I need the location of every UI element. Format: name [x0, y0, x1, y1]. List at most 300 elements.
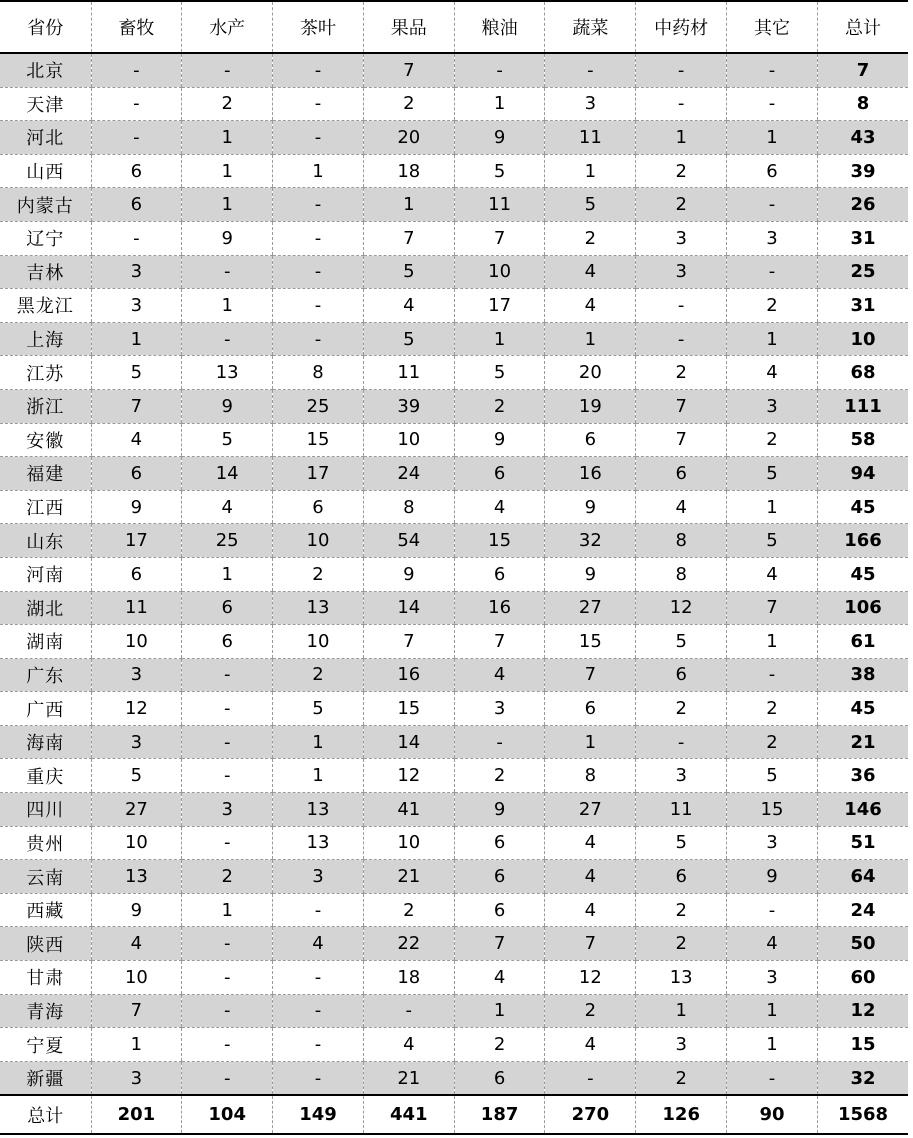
grain-oil-cell: 4: [454, 490, 545, 524]
header-aquatic: 水产: [182, 1, 273, 53]
province-cell: 吉林: [0, 255, 91, 289]
table-row: [0, 389, 908, 423]
vegetable-cell: 6: [545, 423, 636, 457]
livestock-cell: 10: [91, 961, 182, 995]
herbal-cell: 2: [636, 1061, 727, 1095]
fruit-cell: 21: [363, 860, 454, 894]
tea-cell: 5: [273, 692, 364, 726]
aquatic-cell: 3: [182, 793, 273, 827]
fruit-cell: 54: [363, 524, 454, 558]
fruit-cell: 10: [363, 826, 454, 860]
table-row: [0, 961, 908, 995]
province-cell: 宁夏: [0, 1028, 91, 1062]
grain-oil-cell: 4: [454, 961, 545, 995]
row-total-cell: 58: [817, 423, 908, 457]
table-row: [0, 221, 908, 255]
herbal-cell: 2: [636, 692, 727, 726]
table-row: [0, 759, 908, 793]
header-grain-oil: 粮油: [454, 1, 545, 53]
vegetable-cell: 4: [545, 1028, 636, 1062]
province-cell: 甘肃: [0, 961, 91, 995]
herbal-cell: 5: [636, 625, 727, 659]
grain-oil-cell: 5: [454, 154, 545, 188]
aquatic-cell: -: [182, 1061, 273, 1095]
grain-oil-cell: 9: [454, 423, 545, 457]
table-row: [0, 557, 908, 591]
aquatic-cell: -: [182, 53, 273, 87]
grain-oil-cell: 6: [454, 557, 545, 591]
vegetable-cell: 1: [545, 154, 636, 188]
fruit-cell: 2: [363, 893, 454, 927]
livestock-cell: 5: [91, 759, 182, 793]
livestock-cell: 13: [91, 860, 182, 894]
vegetable-cell: 4: [545, 893, 636, 927]
other-cell: 4: [727, 557, 818, 591]
livestock-cell: -: [91, 121, 182, 155]
footer-grain-oil-total: 187: [454, 1095, 545, 1134]
livestock-cell: 4: [91, 423, 182, 457]
vegetable-cell: 9: [545, 490, 636, 524]
table-row: [0, 356, 908, 390]
row-total-cell: 24: [817, 893, 908, 927]
livestock-cell: 4: [91, 927, 182, 961]
herbal-cell: 8: [636, 524, 727, 558]
livestock-cell: 9: [91, 490, 182, 524]
vegetable-cell: 7: [545, 658, 636, 692]
vegetable-cell: 1: [545, 322, 636, 356]
total-row: [0, 1095, 908, 1134]
other-cell: 5: [727, 457, 818, 491]
vegetable-cell: 19: [545, 389, 636, 423]
herbal-cell: 7: [636, 389, 727, 423]
row-total-cell: 36: [817, 759, 908, 793]
footer-fruit-total: 441: [363, 1095, 454, 1134]
tea-cell: -: [273, 322, 364, 356]
aquatic-cell: -: [182, 322, 273, 356]
livestock-cell: 3: [91, 1061, 182, 1095]
tea-cell: -: [273, 994, 364, 1028]
header-row: [0, 1, 908, 53]
row-total-cell: 166: [817, 524, 908, 558]
vegetable-cell: 8: [545, 759, 636, 793]
grain-oil-cell: 9: [454, 121, 545, 155]
grain-oil-cell: 7: [454, 927, 545, 961]
grain-oil-cell: 5: [454, 356, 545, 390]
vegetable-cell: -: [545, 53, 636, 87]
row-total-cell: 7: [817, 53, 908, 87]
header-vegetable: 蔬菜: [545, 1, 636, 53]
aquatic-cell: 1: [182, 188, 273, 222]
aquatic-cell: -: [182, 255, 273, 289]
other-cell: 2: [727, 725, 818, 759]
fruit-cell: 24: [363, 457, 454, 491]
province-cell: 广东: [0, 658, 91, 692]
table-row: [0, 423, 908, 457]
herbal-cell: 6: [636, 457, 727, 491]
vegetable-cell: 4: [545, 826, 636, 860]
fruit-cell: 15: [363, 692, 454, 726]
row-total-cell: 111: [817, 389, 908, 423]
row-total-cell: 38: [817, 658, 908, 692]
herbal-cell: 11: [636, 793, 727, 827]
footer-other-total: 90: [727, 1095, 818, 1134]
herbal-cell: 7: [636, 423, 727, 457]
province-cell: 上海: [0, 322, 91, 356]
herbal-cell: 2: [636, 927, 727, 961]
province-cell: 重庆: [0, 759, 91, 793]
fruit-cell: 41: [363, 793, 454, 827]
herbal-cell: -: [636, 87, 727, 121]
table-row: [0, 457, 908, 491]
vegetable-cell: 4: [545, 860, 636, 894]
table-row: [0, 591, 908, 625]
fruit-cell: 8: [363, 490, 454, 524]
vegetable-cell: 16: [545, 457, 636, 491]
herbal-cell: 4: [636, 490, 727, 524]
other-cell: 2: [727, 423, 818, 457]
grain-oil-cell: 9: [454, 793, 545, 827]
row-total-cell: 50: [817, 927, 908, 961]
table-row: [0, 524, 908, 558]
row-total-cell: 146: [817, 793, 908, 827]
herbal-cell: 6: [636, 658, 727, 692]
tea-cell: 15: [273, 423, 364, 457]
header-livestock: 畜牧: [91, 1, 182, 53]
fruit-cell: 5: [363, 322, 454, 356]
header-fruit: 果品: [363, 1, 454, 53]
livestock-cell: 27: [91, 793, 182, 827]
livestock-cell: 10: [91, 826, 182, 860]
aquatic-cell: 1: [182, 121, 273, 155]
tea-cell: -: [273, 121, 364, 155]
livestock-cell: 12: [91, 692, 182, 726]
fruit-cell: 1: [363, 188, 454, 222]
row-total-cell: 45: [817, 557, 908, 591]
row-total-cell: 61: [817, 625, 908, 659]
row-total-cell: 39: [817, 154, 908, 188]
aquatic-cell: 14: [182, 457, 273, 491]
aquatic-cell: 9: [182, 221, 273, 255]
grain-oil-cell: 2: [454, 1028, 545, 1062]
vegetable-cell: -: [545, 1061, 636, 1095]
province-cell: 山东: [0, 524, 91, 558]
table-row: [0, 322, 908, 356]
tea-cell: 3: [273, 860, 364, 894]
fruit-cell: 2: [363, 87, 454, 121]
vegetable-cell: 3: [545, 87, 636, 121]
row-total-cell: 68: [817, 356, 908, 390]
aquatic-cell: 1: [182, 557, 273, 591]
herbal-cell: 5: [636, 826, 727, 860]
tea-cell: 1: [273, 759, 364, 793]
herbal-cell: 8: [636, 557, 727, 591]
fruit-cell: 9: [363, 557, 454, 591]
herbal-cell: 3: [636, 221, 727, 255]
table-row: [0, 289, 908, 323]
vegetable-cell: 5: [545, 188, 636, 222]
other-cell: -: [727, 53, 818, 87]
province-cell: 海南: [0, 725, 91, 759]
vegetable-cell: 32: [545, 524, 636, 558]
vegetable-cell: 2: [545, 221, 636, 255]
table-row: [0, 860, 908, 894]
other-cell: -: [727, 87, 818, 121]
herbal-cell: 3: [636, 759, 727, 793]
row-total-cell: 43: [817, 121, 908, 155]
vegetable-cell: 11: [545, 121, 636, 155]
row-total-cell: 64: [817, 860, 908, 894]
herbal-cell: 2: [636, 154, 727, 188]
row-total-cell: 32: [817, 1061, 908, 1095]
row-total-cell: 31: [817, 289, 908, 323]
other-cell: 1: [727, 994, 818, 1028]
other-cell: 1: [727, 625, 818, 659]
herbal-cell: 2: [636, 356, 727, 390]
province-cell: 新疆: [0, 1061, 91, 1095]
province-cell: 湖南: [0, 625, 91, 659]
row-total-cell: 31: [817, 221, 908, 255]
province-cell: 云南: [0, 860, 91, 894]
aquatic-cell: 2: [182, 87, 273, 121]
footer-livestock-total: 201: [91, 1095, 182, 1134]
other-cell: 7: [727, 591, 818, 625]
province-cell: 江苏: [0, 356, 91, 390]
footer-label: 总计: [0, 1095, 91, 1134]
table-header: [0, 1, 908, 53]
tea-cell: -: [273, 87, 364, 121]
herbal-cell: 3: [636, 1028, 727, 1062]
aquatic-cell: -: [182, 725, 273, 759]
table-row: [0, 927, 908, 961]
other-cell: -: [727, 1061, 818, 1095]
vegetable-cell: 15: [545, 625, 636, 659]
header-province: 省份: [0, 1, 91, 53]
tea-cell: 17: [273, 457, 364, 491]
table-row: [0, 255, 908, 289]
grain-oil-cell: 7: [454, 625, 545, 659]
herbal-cell: 1: [636, 994, 727, 1028]
other-cell: 2: [727, 289, 818, 323]
table-row: [0, 692, 908, 726]
aquatic-cell: 1: [182, 154, 273, 188]
livestock-cell: 3: [91, 725, 182, 759]
other-cell: 3: [727, 221, 818, 255]
herbal-cell: 3: [636, 255, 727, 289]
other-cell: 3: [727, 961, 818, 995]
fruit-cell: 18: [363, 154, 454, 188]
vegetable-cell: 4: [545, 289, 636, 323]
tea-cell: -: [273, 221, 364, 255]
livestock-cell: 11: [91, 591, 182, 625]
other-cell: 15: [727, 793, 818, 827]
fruit-cell: 20: [363, 121, 454, 155]
header-herbal: 中药材: [636, 1, 727, 53]
tea-cell: -: [273, 289, 364, 323]
province-cell: 福建: [0, 457, 91, 491]
other-cell: 4: [727, 356, 818, 390]
aquatic-cell: 13: [182, 356, 273, 390]
livestock-cell: 6: [91, 457, 182, 491]
other-cell: -: [727, 658, 818, 692]
herbal-cell: -: [636, 725, 727, 759]
table-row: [0, 188, 908, 222]
table-row: [0, 826, 908, 860]
livestock-cell: -: [91, 87, 182, 121]
other-cell: -: [727, 188, 818, 222]
other-cell: 1: [727, 322, 818, 356]
grain-oil-cell: 10: [454, 255, 545, 289]
aquatic-cell: 25: [182, 524, 273, 558]
livestock-cell: 10: [91, 625, 182, 659]
grain-oil-cell: 6: [454, 860, 545, 894]
row-total-cell: 15: [817, 1028, 908, 1062]
aquatic-cell: -: [182, 927, 273, 961]
province-cell: 西藏: [0, 893, 91, 927]
aquatic-cell: 1: [182, 893, 273, 927]
province-cell: 青海: [0, 994, 91, 1028]
row-total-cell: 45: [817, 490, 908, 524]
grain-oil-cell: 2: [454, 759, 545, 793]
fruit-cell: 7: [363, 53, 454, 87]
grain-oil-cell: 1: [454, 322, 545, 356]
fruit-cell: 39: [363, 389, 454, 423]
row-total-cell: 25: [817, 255, 908, 289]
other-cell: 5: [727, 759, 818, 793]
livestock-cell: 17: [91, 524, 182, 558]
grain-oil-cell: 6: [454, 1061, 545, 1095]
row-total-cell: 45: [817, 692, 908, 726]
tea-cell: -: [273, 53, 364, 87]
grain-oil-cell: 1: [454, 87, 545, 121]
other-cell: 4: [727, 927, 818, 961]
aquatic-cell: 5: [182, 423, 273, 457]
grain-oil-cell: 6: [454, 893, 545, 927]
province-cell: 安徽: [0, 423, 91, 457]
aquatic-cell: 1: [182, 289, 273, 323]
other-cell: 1: [727, 490, 818, 524]
herbal-cell: 6: [636, 860, 727, 894]
fruit-cell: -: [363, 994, 454, 1028]
table-row: [0, 1028, 908, 1062]
table-row: [0, 87, 908, 121]
row-total-cell: 26: [817, 188, 908, 222]
fruit-cell: 14: [363, 591, 454, 625]
aquatic-cell: 4: [182, 490, 273, 524]
tea-cell: -: [273, 893, 364, 927]
livestock-cell: -: [91, 221, 182, 255]
table-row: [0, 994, 908, 1028]
vegetable-cell: 2: [545, 994, 636, 1028]
aquatic-cell: 6: [182, 591, 273, 625]
grain-oil-cell: 11: [454, 188, 545, 222]
livestock-cell: 6: [91, 557, 182, 591]
table-row: [0, 1061, 908, 1095]
tea-cell: -: [273, 255, 364, 289]
livestock-cell: 3: [91, 289, 182, 323]
row-total-cell: 8: [817, 87, 908, 121]
province-cell: 河北: [0, 121, 91, 155]
fruit-cell: 7: [363, 625, 454, 659]
grain-oil-cell: 2: [454, 389, 545, 423]
fruit-cell: 4: [363, 1028, 454, 1062]
province-cell: 黑龙江: [0, 289, 91, 323]
province-cell: 天津: [0, 87, 91, 121]
province-cell: 广西: [0, 692, 91, 726]
province-cell: 江西: [0, 490, 91, 524]
vegetable-cell: 9: [545, 557, 636, 591]
province-cell: 辽宁: [0, 221, 91, 255]
table-footer: [0, 1095, 908, 1134]
row-total-cell: 94: [817, 457, 908, 491]
fruit-cell: 18: [363, 961, 454, 995]
grain-oil-cell: 6: [454, 457, 545, 491]
tea-cell: -: [273, 1028, 364, 1062]
table-row: [0, 154, 908, 188]
livestock-cell: 7: [91, 994, 182, 1028]
livestock-cell: 9: [91, 893, 182, 927]
livestock-cell: 6: [91, 188, 182, 222]
tea-cell: 13: [273, 591, 364, 625]
province-cell: 四川: [0, 793, 91, 827]
grain-oil-cell: 1: [454, 994, 545, 1028]
other-cell: 1: [727, 121, 818, 155]
herbal-cell: -: [636, 53, 727, 87]
aquatic-cell: -: [182, 658, 273, 692]
other-cell: -: [727, 893, 818, 927]
vegetable-cell: 7: [545, 927, 636, 961]
livestock-cell: 1: [91, 1028, 182, 1062]
tea-cell: 2: [273, 557, 364, 591]
other-cell: 1: [727, 1028, 818, 1062]
herbal-cell: 13: [636, 961, 727, 995]
grain-oil-cell: 15: [454, 524, 545, 558]
grain-oil-cell: -: [454, 53, 545, 87]
livestock-cell: 7: [91, 389, 182, 423]
grain-oil-cell: 4: [454, 658, 545, 692]
footer-vegetable-total: 270: [545, 1095, 636, 1134]
tea-cell: 1: [273, 725, 364, 759]
grand-total: 1568: [817, 1095, 908, 1134]
tea-cell: -: [273, 188, 364, 222]
table-body: [0, 53, 908, 1095]
province-cell: 北京: [0, 53, 91, 87]
vegetable-cell: 1: [545, 725, 636, 759]
fruit-cell: 14: [363, 725, 454, 759]
tea-cell: -: [273, 1061, 364, 1095]
aquatic-cell: -: [182, 961, 273, 995]
tea-cell: 2: [273, 658, 364, 692]
herbal-cell: -: [636, 322, 727, 356]
grain-oil-cell: 16: [454, 591, 545, 625]
row-total-cell: 21: [817, 725, 908, 759]
herbal-cell: 2: [636, 188, 727, 222]
vegetable-cell: 20: [545, 356, 636, 390]
province-cell: 浙江: [0, 389, 91, 423]
vegetable-cell: 27: [545, 793, 636, 827]
livestock-cell: 1: [91, 322, 182, 356]
other-cell: -: [727, 255, 818, 289]
tea-cell: 25: [273, 389, 364, 423]
other-cell: 3: [727, 826, 818, 860]
row-total-cell: 60: [817, 961, 908, 995]
aquatic-cell: -: [182, 692, 273, 726]
row-total-cell: 51: [817, 826, 908, 860]
province-cell: 贵州: [0, 826, 91, 860]
other-cell: 2: [727, 692, 818, 726]
table-row: [0, 793, 908, 827]
vegetable-cell: 6: [545, 692, 636, 726]
grain-oil-cell: 6: [454, 826, 545, 860]
